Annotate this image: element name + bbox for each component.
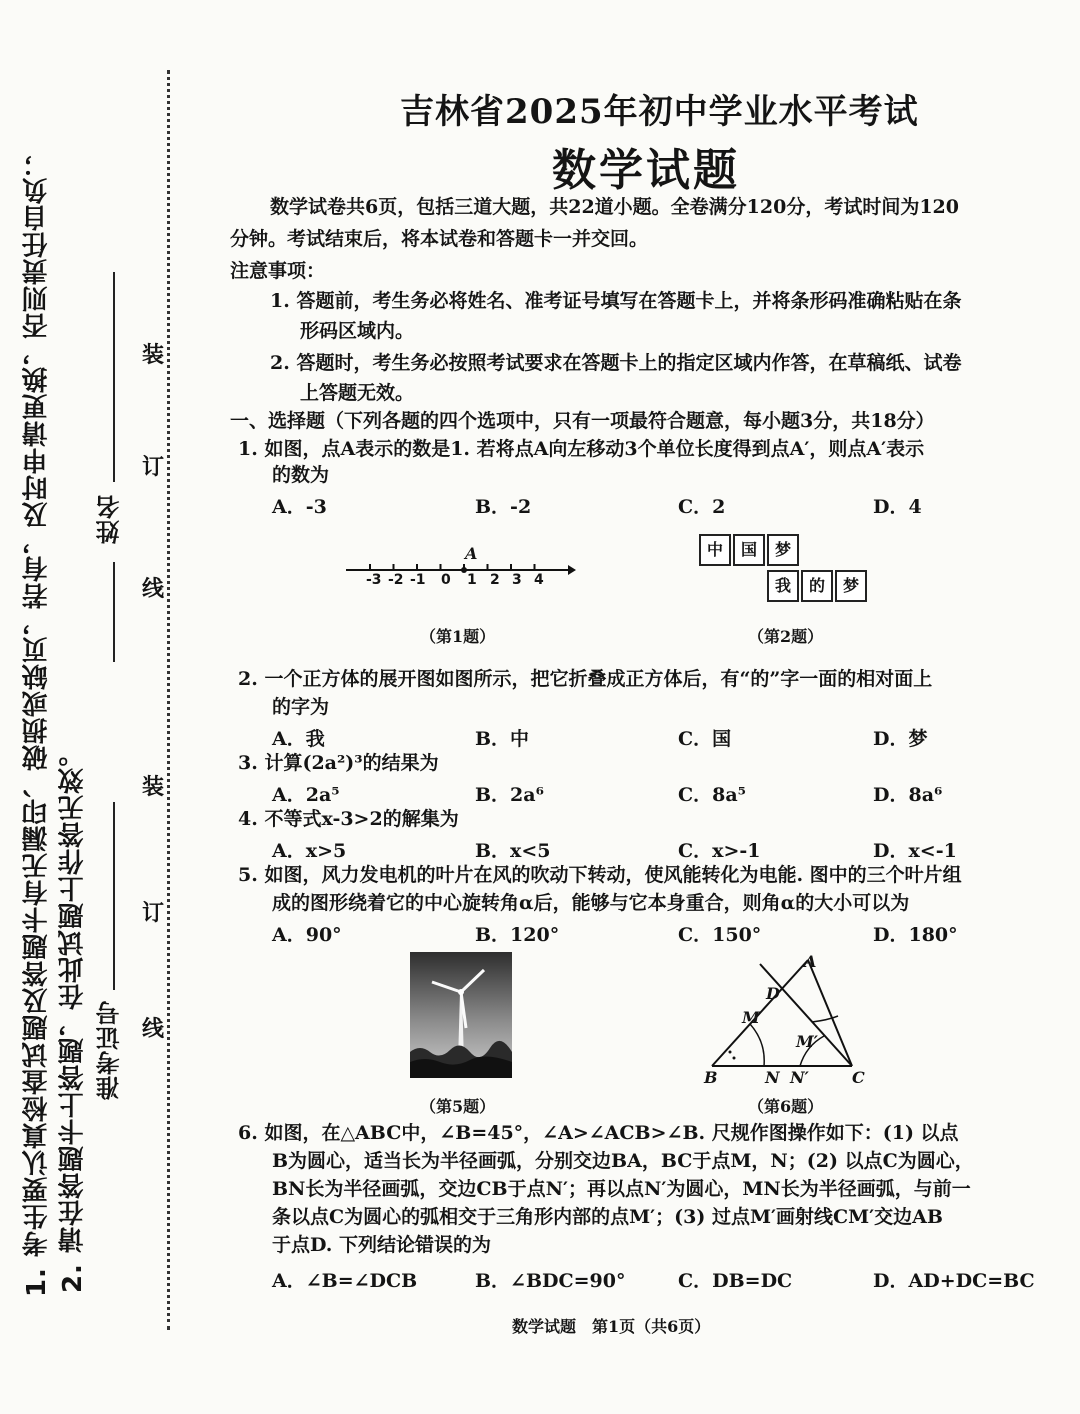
number-line-arrow	[568, 565, 576, 575]
q6-caption: （第6题）	[748, 1097, 824, 1116]
q2-caption: （第2题）	[748, 627, 824, 646]
q2-option-b: B．中	[475, 728, 530, 750]
note-1b: 形码区域内。	[300, 320, 415, 342]
q6-triangle-figure	[700, 950, 880, 1080]
net-cell-bottom-2: 的	[801, 570, 833, 602]
q1-option-b: B．-2	[475, 496, 532, 518]
seal-char-4: 装	[142, 775, 165, 800]
q4-option-d: D．x<-1	[873, 840, 957, 862]
note-2b: 上答题无效。	[300, 382, 415, 404]
q5-option-d: D．180°	[873, 924, 958, 946]
q5-wind-turbine-photo	[410, 952, 512, 1078]
q4-option-a: A．x>5	[272, 840, 347, 862]
nl-tick-label-5: 1	[467, 572, 477, 588]
q1-stem-a: 1. 如图，点A表示的数是1. 若将点A向左移动3个单位长度得到点A′，则点A′表示	[238, 438, 925, 460]
nl-tick-label-6: 2	[490, 572, 500, 588]
q6-stem-c: BN长为半径画弧，交边CB于点N′；再以点N′为圆心，MN长为半径画弧，与前一	[272, 1178, 971, 1200]
intro-line-1: 数学试卷共6页，包括三道大题，共22道小题。全卷满分120分，考试时间为120	[270, 196, 959, 218]
cut-line	[167, 70, 170, 1330]
q6-stem-a: 6. 如图，在△ABC中，∠B=45°，∠A>∠ACB>∠B. 尺规作图操作如下：(1) 以点	[238, 1122, 959, 1144]
q5-option-c: C．150°	[678, 924, 762, 946]
net-cell-top-1: 中	[699, 534, 731, 566]
q6-option-b: B．∠BDC=90°	[475, 1270, 626, 1292]
q2-stem-b: 的字为	[272, 696, 330, 718]
nl-tick-label-2: -2	[388, 572, 404, 588]
q2-option-a: A．我	[272, 728, 325, 750]
nl-tick-label-4: 0	[441, 572, 451, 588]
seal-char-6: 线	[142, 1017, 165, 1042]
q1-stem-b: 的数为	[272, 464, 330, 486]
q6-option-d: D．AD+DC=BC	[873, 1270, 1035, 1292]
notes-title: 注意事项：	[230, 260, 326, 282]
q4-option-b: B．x<5	[475, 840, 551, 862]
name-underline	[113, 272, 115, 482]
q1-option-d: D．4	[873, 496, 922, 518]
q6-label-d: D	[766, 984, 780, 1003]
q1-option-a: A．-3	[272, 496, 327, 518]
q4-stem: 4. 不等式x-3>2的解集为	[238, 808, 459, 830]
arc-mn	[750, 1024, 764, 1066]
q6-label-m-prime: M′	[796, 1032, 818, 1051]
seal-char-1: 装	[142, 343, 165, 368]
id-label: 准考证号	[96, 1000, 124, 1100]
q6-stem-e: 于点D. 下列结论错误的为	[272, 1234, 492, 1256]
q6-stem-b: B为圆心，适当长为半径画弧，分别交边BA，BC于点M，N；(2) 以点C为圆心，	[272, 1150, 974, 1172]
q6-label-n-prime: N′	[790, 1068, 809, 1087]
name-underline-2	[113, 562, 115, 662]
q6-label-a: A	[804, 952, 817, 971]
section-1-title: 一、选择题（下列各题的四个选项中，只有一项最符合题意，每小题3分，共18分）	[230, 410, 935, 432]
notice-line-1: 1. 考生要认真检查试题及答题卡有无漏印、破损或缺页，若有，及时申请更换，否则责任自负；	[22, 150, 52, 1298]
q3-option-a: A．2a⁵	[272, 784, 340, 806]
q2-stem-a: 2. 一个正方体的展开图如图所示，把它折叠成正方体后，有“的”字一面的相对面上	[238, 668, 933, 690]
q2-option-c: C．国	[678, 728, 732, 750]
q6-option-c: C．DB=DC	[678, 1270, 793, 1292]
notice-line-2: 2. 请在答题卡上答题，在此试题上作答无效。	[58, 740, 88, 1294]
net-cell-top-3: 梦	[767, 534, 799, 566]
note-2a: 2. 答题时，考生务必按照考试要求在答题卡上的指定区域内作答，在草稿纸、试卷	[270, 352, 962, 374]
q5-stem-a: 5. 如图，风力发电机的叶片在风的吹动下转动，使风能转化为电能. 图中的三个叶片组	[238, 864, 962, 886]
side-ab	[712, 960, 808, 1066]
q3-option-d: D．8a⁶	[873, 784, 943, 806]
q5-option-b: B．120°	[475, 924, 560, 946]
seal-char-3: 线	[142, 577, 165, 602]
q1-option-c: C．2	[678, 496, 726, 518]
q3-option-b: B．2a⁶	[475, 784, 544, 806]
name-label: 姓名	[96, 494, 124, 544]
note-1a: 1. 答题前，考生务必将姓名、准考证号填写在答题卡上，并将条形码准确粘贴在条	[270, 290, 962, 312]
seal-char-2: 订	[142, 455, 165, 480]
nl-tick-label-7: 3	[512, 572, 522, 588]
q6-stem-d: 条以点C为圆心的弧相交于三角形内部的点M′；(3) 过点M′画射线CM′交边AB	[272, 1206, 943, 1228]
nl-tick-label-3: -1	[410, 572, 426, 588]
q5-stem-b: 成的图形绕着它的中心旋转角α后，能够与它本身重合，则角α的大小可以为	[272, 892, 910, 914]
q5-option-a: A．90°	[272, 924, 342, 946]
q5-caption: （第5题）	[420, 1097, 496, 1116]
q3-option-c: C．8a⁵	[678, 784, 746, 806]
q6-label-n: N	[765, 1068, 780, 1087]
subject-title: 数学试题	[552, 145, 740, 196]
page-footer: 数学试题 第1页（共6页）	[512, 1317, 711, 1336]
intro-line-2: 分钟。考试结束后，将本试卷和答题卡一并交回。	[230, 228, 649, 250]
net-cell-bottom-3: 梦	[835, 570, 867, 602]
net-cell-top-2: 国	[733, 534, 765, 566]
q3-stem: 3. 计算(2a²)³的结果为	[238, 752, 439, 774]
seal-char-5: 订	[142, 901, 165, 926]
exam-title: 吉林省2025年初中学业水平考试	[400, 92, 919, 132]
id-underline	[113, 802, 115, 990]
q6-label-b: B	[704, 1068, 718, 1087]
q1-caption: （第1题）	[420, 627, 496, 646]
q6-label-m: M	[742, 1008, 760, 1027]
nl-tick-label-8: 4	[534, 572, 544, 588]
q1-point-a-label: A	[465, 544, 478, 563]
nl-tick-label-1: -3	[366, 572, 382, 588]
q6-option-a: A．∠B=∠DCB	[272, 1270, 418, 1292]
q4-option-c: C．x>-1	[678, 840, 761, 862]
q6-label-c: C	[852, 1068, 865, 1087]
q2-option-d: D．梦	[873, 728, 928, 750]
net-cell-bottom-1: 我	[767, 570, 799, 602]
